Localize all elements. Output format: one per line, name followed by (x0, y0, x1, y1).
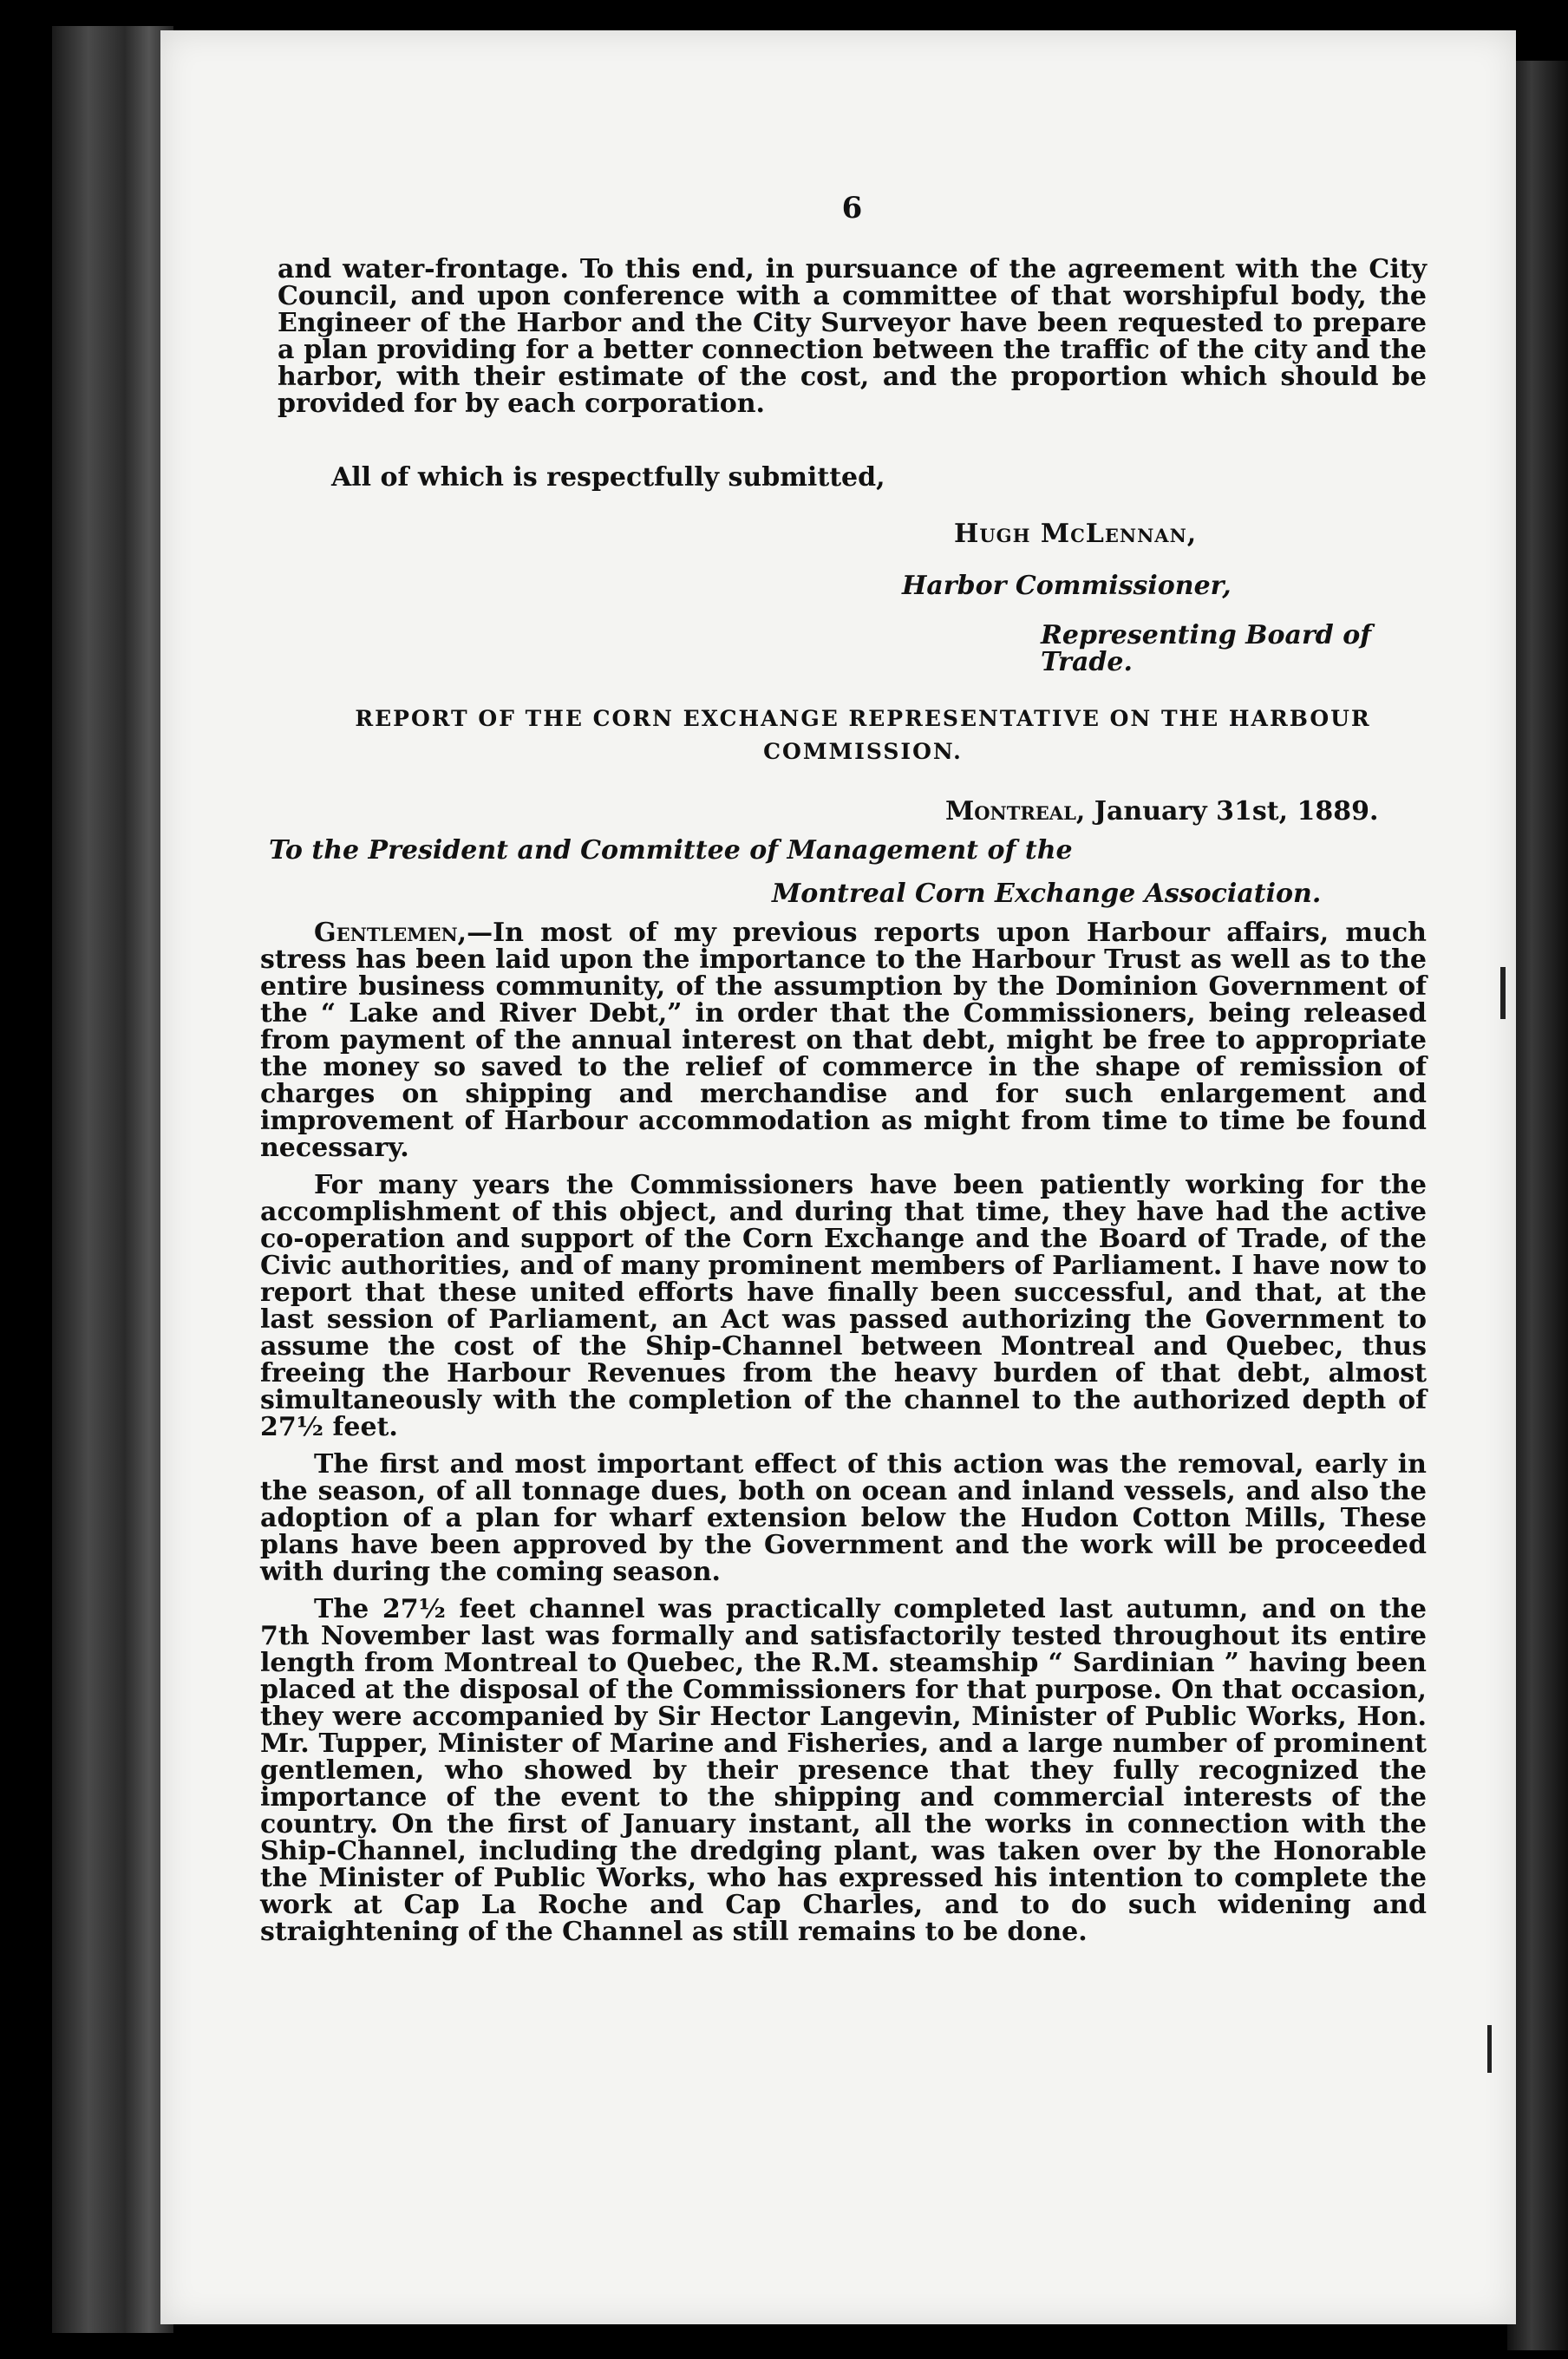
salutation: Gentlemen, (314, 918, 467, 948)
dateline-place: Montreal, (945, 796, 1086, 827)
margin-mark (1487, 2025, 1492, 2073)
signature-title: Harbor Commissioner, (902, 571, 1232, 601)
closing-line: All of which is respectfully submitted, (331, 462, 885, 493)
margin-mark (1500, 967, 1506, 1019)
address-line-1: To the President and Committee of Management of the (269, 835, 1073, 866)
book-page (160, 30, 1516, 2324)
address-line-2: Montreal Corn Exchange Association. (772, 879, 1322, 909)
body-paragraph-2: For many years the Commissioners have been patiently working for the accomplishment of this object, and during that time, they have had the active co-operation and support of the Corn Exchange and the Board of Trade, of the Civic authorities, and of many prominent members of Parliament. I have now to report that these united efforts have finally been successful, and that, at the last session of Parliament, an Act was passed authorizing the Government to assume the cost of the Ship-Channel between Montreal and Quebec, thus freeing the Harbour Revenues from the heavy burden of that debt, almost simultaneously with the completion of the channel to the authorized depth of 27½ feet. (260, 1170, 1427, 1442)
book-page-edge-right (1507, 61, 1568, 2350)
dateline-date: January 31st, 1889. (1094, 796, 1379, 827)
dateline (945, 798, 1378, 825)
continuation-paragraph: and water-frontage. To this end, in pursuance of the agreement with the City Council, and upon conference with a committee of that worshipful body, the Engineer of the Harbor and the City Surveyor have been requested to prepare a plan providing for a better connection between the traffic of the city and the harbor, with their estimate of the cost, and the proportion which should be provided for by each corporation. (278, 254, 1427, 419)
book-page-edges-left (52, 26, 173, 2333)
report-heading: REPORT OF THE CORN EXCHANGE REPRESENTATIVE ON THE HARBOUR COMMISSION. (355, 706, 1371, 764)
paragraph-text: —In most of my previous reports upon Harbour affairs, much stress has been laid upon the importance to the Harbour Trust as well as to the entire business community, of the assumption by the Dominion Government of the “ Lake and River Debt,” in order that the Commissioners, being released from payment of the annual interest on that debt, might be free to appropriate the money so saved to the relief of commerce in the shape of remission of charges on shipping and merchandise and for such enlargement and improvement of Harbour accommodation as might from time to time be found necessary. (260, 918, 1427, 1163)
signature-name: Hugh McLennan, (954, 519, 1198, 549)
body-paragraph-4: The 27½ feet channel was practically completed last autumn, and on the 7th November last was formally and satisfactorily tested throughout its entire length from Montreal to Quebec, the R.M. steamship “ Sardinian ” having been placed at the disposal of the Commissioners for that purpose. On that occasion, they were accompanied by Sir Hector Langevin, Minister of Public Works, Hon. Mr. Tupper, Minister of Marine and Fisheries, and a large number of prominent gentlemen, who showed by their presence that they fully recognized the importance of the event to the shipping and commercial interests of the country. On the first of January instant, all the works in connection with the Ship-Channel, including the dredging plant, was taken over by the Honorable the Minister of Public Works, who has expressed his intention to complete the work at Cap La Roche and Cap Charles, and to do such widening and straightening of the Channel as still remains to be done. (260, 1594, 1427, 1947)
page-number: 6 (841, 191, 863, 225)
continuation-paragraph-block (278, 256, 1427, 417)
body-paragraph-3: The first and most important effect of this action was the removal, early in the season, of all tonnage dues, both on ocean and inland vessels, and also the adoption of a plan for wharf extension below the Hudon Cotton Mills, These plans have been approved by the Government and the work will be proceeded with during the coming season. (260, 1449, 1427, 1587)
signature-representing: Representing Board of Trade. (1041, 620, 1372, 677)
body-paragraph-1 (260, 919, 1427, 1161)
report-body (260, 919, 1427, 1956)
